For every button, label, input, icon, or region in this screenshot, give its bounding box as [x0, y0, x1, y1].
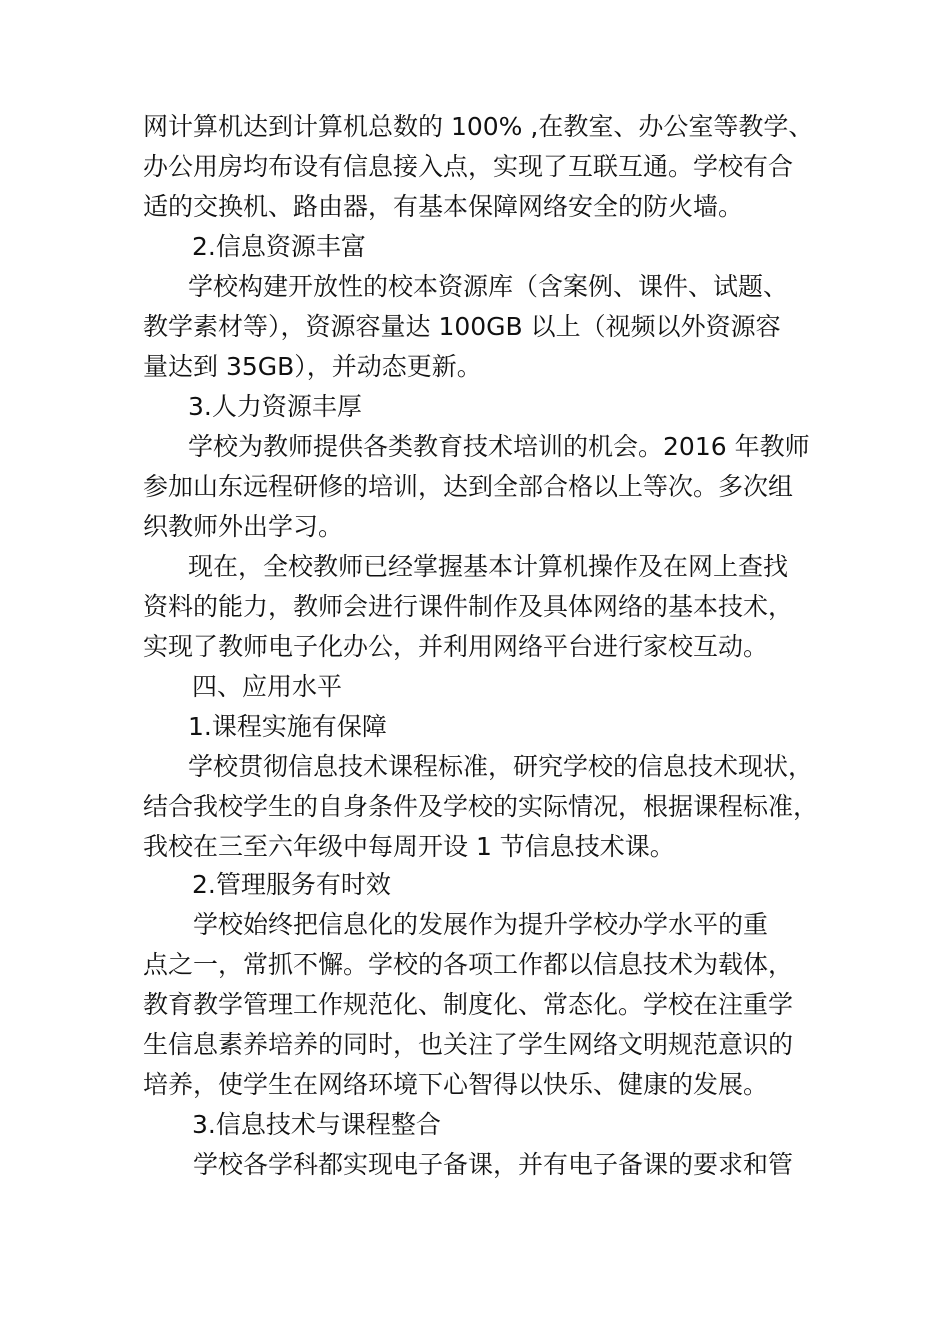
text-line-9: 学校为教师提供各类教育技术培训的机会。2016 年教师: [188, 432, 810, 461]
text-line-18: 结合我校学生的自身条件及学校的实际情况，根据课程标准，: [143, 792, 819, 821]
text-line-3: 适的交换机、路由器，有基本保障网络安全的防火墙。: [143, 192, 744, 221]
text-line-17: 学校贯彻信息技术课程标准，研究学校的信息技术现状，: [188, 752, 814, 781]
section-heading-info-resources: 2.信息资源丰富: [192, 232, 366, 261]
text-line-10: 参加山东远程研修的培训，达到全部合格以上等次。多次组: [143, 472, 794, 501]
text-line-12: 现在，全校教师已经掌握基本计算机操作及在网上查找: [188, 552, 789, 581]
section-heading-management: 2.管理服务有时效: [192, 870, 391, 899]
text-line-2: 办公用房均布设有信息接入点，实现了互联互通。学校有合: [143, 152, 794, 181]
section-heading-curriculum: 1.课程实施有保障: [188, 712, 387, 741]
text-line-21: 学校始终把信息化的发展作为提升学校办学水平的重: [193, 910, 769, 939]
text-line-24: 生信息素养培养的同时，也关注了学生网络文明规范意识的: [143, 1030, 794, 1059]
text-line-11: 织教师外出学习。: [143, 512, 344, 541]
text-line-13: 资料的能力，教师会进行课件制作及具体网络的基本技术，: [143, 592, 794, 621]
text-line-1: 网计算机达到计算机总数的 100% ,在教室、办公室等教学、: [143, 112, 814, 141]
text-line-19: 我校在三至六年级中每周开设 1 节信息技术课。: [143, 832, 675, 861]
text-line-7: 量达到 35GB），并动态更新。: [143, 352, 482, 381]
text-line-5: 学校构建开放性的校本资源库（含案例、课件、试题、: [188, 272, 789, 301]
section-heading-integration: 3.信息技术与课程整合: [192, 1110, 441, 1139]
text-line-6: 教学素材等），资源容量达 100GB 以上（视频以外资源容: [143, 312, 781, 341]
text-line-14: 实现了教师电子化办公，并利用网络平台进行家校互动。: [143, 632, 769, 661]
text-line-27: 学校各学科都实现电子备课，并有电子备课的要求和管: [193, 1150, 794, 1179]
text-line-23: 教育教学管理工作规范化、制度化、常态化。学校在注重学: [143, 990, 794, 1019]
text-line-25: 培养，使学生在网络环境下心智得以快乐、健康的发展。: [143, 1070, 769, 1099]
section-heading-application-level: 四、应用水平: [192, 672, 343, 701]
section-heading-human-resources: 3.人力资源丰厚: [188, 392, 362, 421]
text-line-22: 点之一，常抓不懈。学校的各项工作都以信息技术为载体，: [143, 950, 794, 979]
